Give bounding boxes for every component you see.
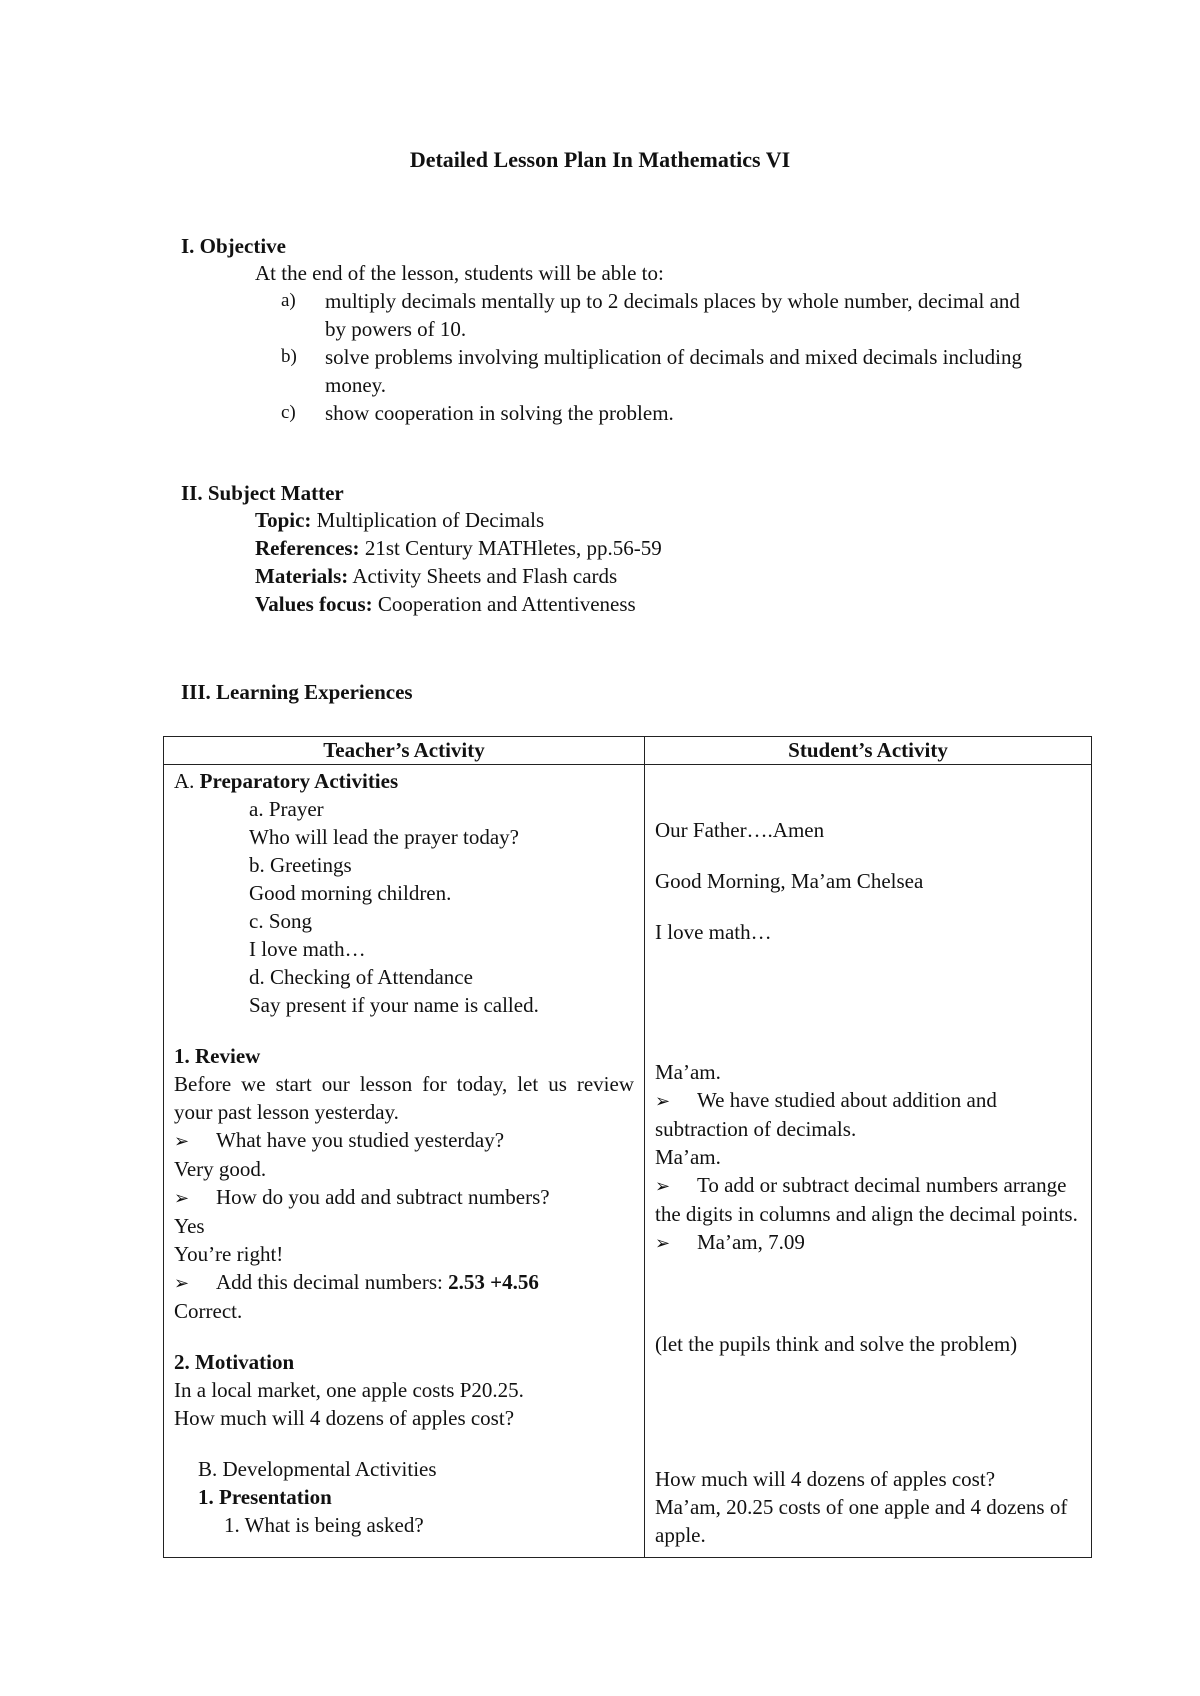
student-answer-text: We have studied about addition and subtraction of decimals. <box>655 1088 997 1141</box>
student-answer-text: To add or subtract decimal numbers arrange the digits in columns and align the decimal points. <box>655 1173 1078 1226</box>
presentation-title: 1. Presentation <box>198 1485 332 1509</box>
subject-label: References: <box>255 536 360 560</box>
objective-list <box>281 287 1041 427</box>
subject-row-materials <box>255 562 662 590</box>
attendance-item: d. Checking of Attendance <box>249 965 473 989</box>
learning-experiences-table <box>163 736 1092 1558</box>
objective-item <box>281 343 1041 399</box>
subject-row-topic <box>255 506 662 534</box>
motivation-line-1: In a local market, one apple costs P20.25. <box>174 1378 524 1402</box>
subject-matter-heading: II. Subject Matter <box>181 481 344 505</box>
arrow-bullet-icon: ➢ <box>655 1091 671 1111</box>
student-answer-text: Ma’am, 7.09 <box>697 1230 805 1254</box>
greetings-line: Good morning children. <box>249 881 452 905</box>
motivation-title: 2. Motivation <box>174 1350 295 1374</box>
student-asked: How much will 4 dozens of apples cost? <box>655 1467 996 1491</box>
subject-value: Cooperation and Attentiveness <box>377 592 636 616</box>
prayer-question: Who will lead the prayer today? <box>249 825 519 849</box>
attendance-line: Say present if your name is called. <box>249 993 539 1017</box>
review-question-text: How do you add and subtract numbers? <box>216 1185 550 1209</box>
student-song: I love math… <box>655 920 772 944</box>
learning-experiences-heading: III. Learning Experiences <box>181 680 413 704</box>
youre-right-line: You’re right! <box>174 1242 284 1266</box>
correct-line: Correct. <box>174 1299 243 1323</box>
song-item: c. Song <box>249 909 312 933</box>
objective-intro: At the end of the lesson, students will be able to: <box>255 261 664 285</box>
preparatory-letter: A. <box>174 769 195 793</box>
subject-row-references <box>255 534 662 562</box>
student-activity-header: Student’s Activity <box>645 737 1092 765</box>
preparatory-title <box>174 767 634 795</box>
table-header-row <box>164 737 1092 765</box>
arrow-bullet-icon: ➢ <box>655 1176 671 1196</box>
student-greeting: Good Morning, Ma’am Chelsea <box>655 869 924 893</box>
yes-line: Yes <box>174 1214 205 1238</box>
objective-heading: I. Objective <box>181 234 286 258</box>
objective-text: multiply decimals mentally up to 2 decimals places by whole number, decimal and by powers of 10. <box>325 289 1020 341</box>
review-question-2 <box>174 1183 634 1212</box>
subject-row-values-focus <box>255 590 662 618</box>
document-title: Detailed Lesson Plan In Mathematics VI <box>409 147 791 172</box>
prayer-item: a. Prayer <box>249 797 324 821</box>
developmental-title: B. Developmental Activities <box>198 1457 437 1481</box>
table-row <box>164 765 1092 1558</box>
review-question-text: Add this decimal numbers: <box>216 1270 449 1294</box>
preparatory-label: Preparatory Activities <box>199 769 399 793</box>
student-activity-cell <box>645 765 1092 1558</box>
student-given: Ma’am, 20.25 costs of one apple and 4 dozens of apple. <box>655 1495 1068 1547</box>
greetings-item: b. Greetings <box>249 853 352 877</box>
student-think: (let the pupils think and solve the problem) <box>655 1332 1018 1356</box>
teacher-activity-header: Teacher’s Activity <box>164 737 645 765</box>
subject-value: 21st Century MATHletes, pp.56-59 <box>364 536 662 560</box>
student-answer-1 <box>655 1086 1081 1143</box>
review-question-1 <box>174 1126 634 1155</box>
teacher-activity-cell <box>164 765 645 1558</box>
presentation-question-1: 1. What is being asked? <box>224 1513 424 1537</box>
very-good-line: Very good. <box>174 1157 267 1181</box>
objective-text: solve problems involving multiplication of decimals and mixed decimals including money. <box>325 345 1022 397</box>
subject-label: Values focus: <box>255 592 373 616</box>
objective-item <box>281 399 1041 427</box>
review-numbers: 2.53 +4.56 <box>448 1270 539 1294</box>
review-intro: Before we start our lesson for today, let us review your past lesson yesterday. <box>174 1072 634 1124</box>
arrow-bullet-icon: ➢ <box>655 1233 671 1253</box>
objective-marker: a) <box>281 290 296 311</box>
review-question-text: What have you studied yesterday? <box>216 1128 505 1152</box>
objective-marker: b) <box>281 346 297 367</box>
student-maam-1: Ma’am. <box>655 1060 721 1084</box>
subject-label: Materials: <box>255 564 349 588</box>
subject-label: Topic: <box>255 508 312 532</box>
arrow-bullet-icon: ➢ <box>174 1273 190 1293</box>
motivation-line-2: How much will 4 dozens of apples cost? <box>174 1406 515 1430</box>
subject-matter-list <box>255 506 662 618</box>
review-question-3 <box>174 1268 634 1297</box>
arrow-bullet-icon: ➢ <box>174 1131 190 1151</box>
arrow-bullet-icon: ➢ <box>174 1188 190 1208</box>
student-answer-3 <box>655 1228 1081 1257</box>
student-answer-2 <box>655 1171 1081 1228</box>
subject-value: Multiplication of Decimals <box>316 508 545 532</box>
review-title: 1. Review <box>174 1044 261 1068</box>
objective-item <box>281 287 1041 343</box>
song-line: I love math… <box>249 937 366 961</box>
objective-text: show cooperation in solving the problem. <box>325 401 674 425</box>
subject-value: Activity Sheets and Flash cards <box>352 564 618 588</box>
objective-marker: c) <box>281 402 296 423</box>
student-maam-2: Ma’am. <box>655 1145 721 1169</box>
student-prayer: Our Father….Amen <box>655 818 825 842</box>
